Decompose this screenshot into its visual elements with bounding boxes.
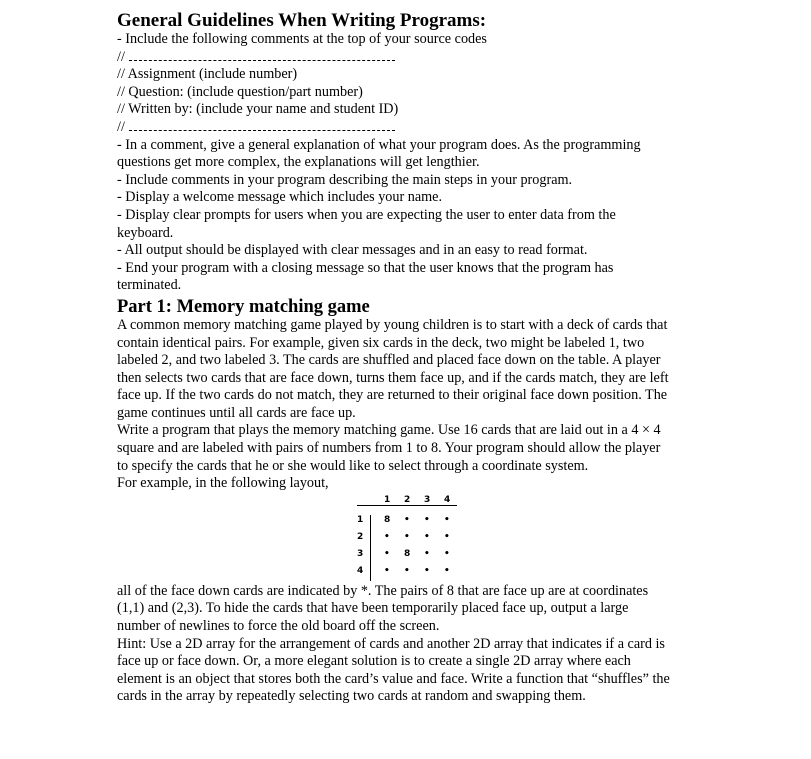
board-cell: • <box>384 565 390 576</box>
text-line: (1,1) and (2,3). To hide the cards that have been temporarily placed face up, output a large <box>117 600 629 617</box>
board-cell: • <box>424 514 430 525</box>
guideline-line: - In a comment, give a general explanation of what your program does. As the programming <box>117 136 641 153</box>
guideline-line: - Display clear prompts for users when you are expecting the user to enter data from the <box>117 206 616 223</box>
board-cell: • <box>444 548 450 559</box>
text-line: face up. If the two cards do not match, they are returned to their original face down position. The <box>117 387 668 404</box>
comment-written-by: // Written by: (include your name and student ID) <box>117 101 399 118</box>
board-cell: • <box>404 514 410 525</box>
text-line: element is an object that stores both the card’s value and face. Write a function that “shuffles” the <box>117 670 670 687</box>
col-label: 2 <box>404 494 411 505</box>
part-title: Part 1: Memory matching game <box>117 296 370 317</box>
example-intro: For example, in the following layout, <box>117 475 329 492</box>
guidelines-heading: General Guidelines When Writing Programs: <box>117 10 487 31</box>
row-label: 1 <box>357 514 364 525</box>
text-line: cards in the array by repeatedly selecting two cards at random and swapping them. <box>117 688 586 705</box>
col-label: 4 <box>444 494 451 505</box>
board-top-rule <box>357 505 457 506</box>
row-label: 2 <box>357 531 364 542</box>
board-cell: • <box>384 548 390 559</box>
guideline-line: questions get more complex, the explanations will get lengthier. <box>117 154 480 171</box>
row-label: 3 <box>357 548 364 559</box>
board-cell: • <box>404 565 410 576</box>
paragraph-program-spec <box>117 422 697 475</box>
board-grid <box>357 495 457 579</box>
guideline-line: - Display a welcome message which includes your name. <box>117 189 443 206</box>
example-board-figure <box>117 495 697 579</box>
text-line: all of the face down cards are indicated by *. The pairs of 8 that are face up are at coordinates <box>117 582 649 599</box>
comment-assignment: // Assignment (include number) <box>117 66 298 83</box>
text-line: labeled 2, and two labeled 3. The cards are shuffled and placed face down on the table. A player <box>117 352 661 369</box>
document-page <box>117 10 697 706</box>
col-label: 3 <box>424 494 431 505</box>
text-line: to specify the cards that he or she would like to select through a coordinate system. <box>117 457 589 474</box>
text-line: contain identical pairs. For example, given six cards in the deck, two might be labeled 1, two <box>117 334 645 351</box>
text-line: square and are labeled with pairs of numbers from 1 to 8. Your program should allow the player <box>117 440 661 457</box>
text-line: Hint: Use a 2D array for the arrangement of cards and another 2D array that indicates if a card is <box>117 635 665 652</box>
comment-question: // Question: (include question/part number) <box>117 83 363 100</box>
text-line: Write a program that plays the memory matching game. Use 16 cards that are laid out in a 4 × 4 <box>117 422 661 439</box>
paragraph-game-description <box>117 317 697 423</box>
board-left-rule <box>370 515 371 581</box>
board-cell: • <box>424 565 430 576</box>
text-line: face up or face down. Or, a more elegant solution is to create a single 2D array where each <box>117 653 631 670</box>
text-line: game continues until all cards are face up. <box>117 404 356 421</box>
comment-separator-top: // <box>117 49 697 67</box>
board-cell: • <box>424 548 430 559</box>
paragraph-board-explanation <box>117 583 697 636</box>
board-cell: • <box>384 531 390 542</box>
board-cell: • <box>424 531 430 542</box>
guidelines-list <box>117 137 697 295</box>
col-label: 1 <box>384 494 391 505</box>
board-cell: 8 <box>404 548 411 559</box>
board-cell: • <box>444 565 450 576</box>
guideline-line: - End your program with a closing message so that the user knows that the program has <box>117 259 614 276</box>
board-cell: 8 <box>384 514 391 525</box>
guideline-line: - All output should be displayed with clear messages and in an easy to read format. <box>117 242 588 259</box>
paragraph-hint <box>117 636 697 706</box>
guideline-line: keyboard. <box>117 224 174 241</box>
text-line: then selects two cards that are face down, turns them face up, and if the cards match, they are left <box>117 369 669 386</box>
board-cell: • <box>404 531 410 542</box>
intro-line: - Include the following comments at the top of your source codes <box>117 31 487 47</box>
board-cell: • <box>444 531 450 542</box>
comment-separator-bottom: // <box>117 119 697 137</box>
board-cell: • <box>444 514 450 525</box>
row-label: 4 <box>357 565 364 576</box>
guideline-line: - Include comments in your program describing the main steps in your program. <box>117 171 573 188</box>
text-line: number of newlines to force the old board off the screen. <box>117 618 440 635</box>
guideline-line: terminated. <box>117 277 182 294</box>
text-line: A common memory matching game played by young children is to start with a deck of cards that <box>117 316 668 333</box>
